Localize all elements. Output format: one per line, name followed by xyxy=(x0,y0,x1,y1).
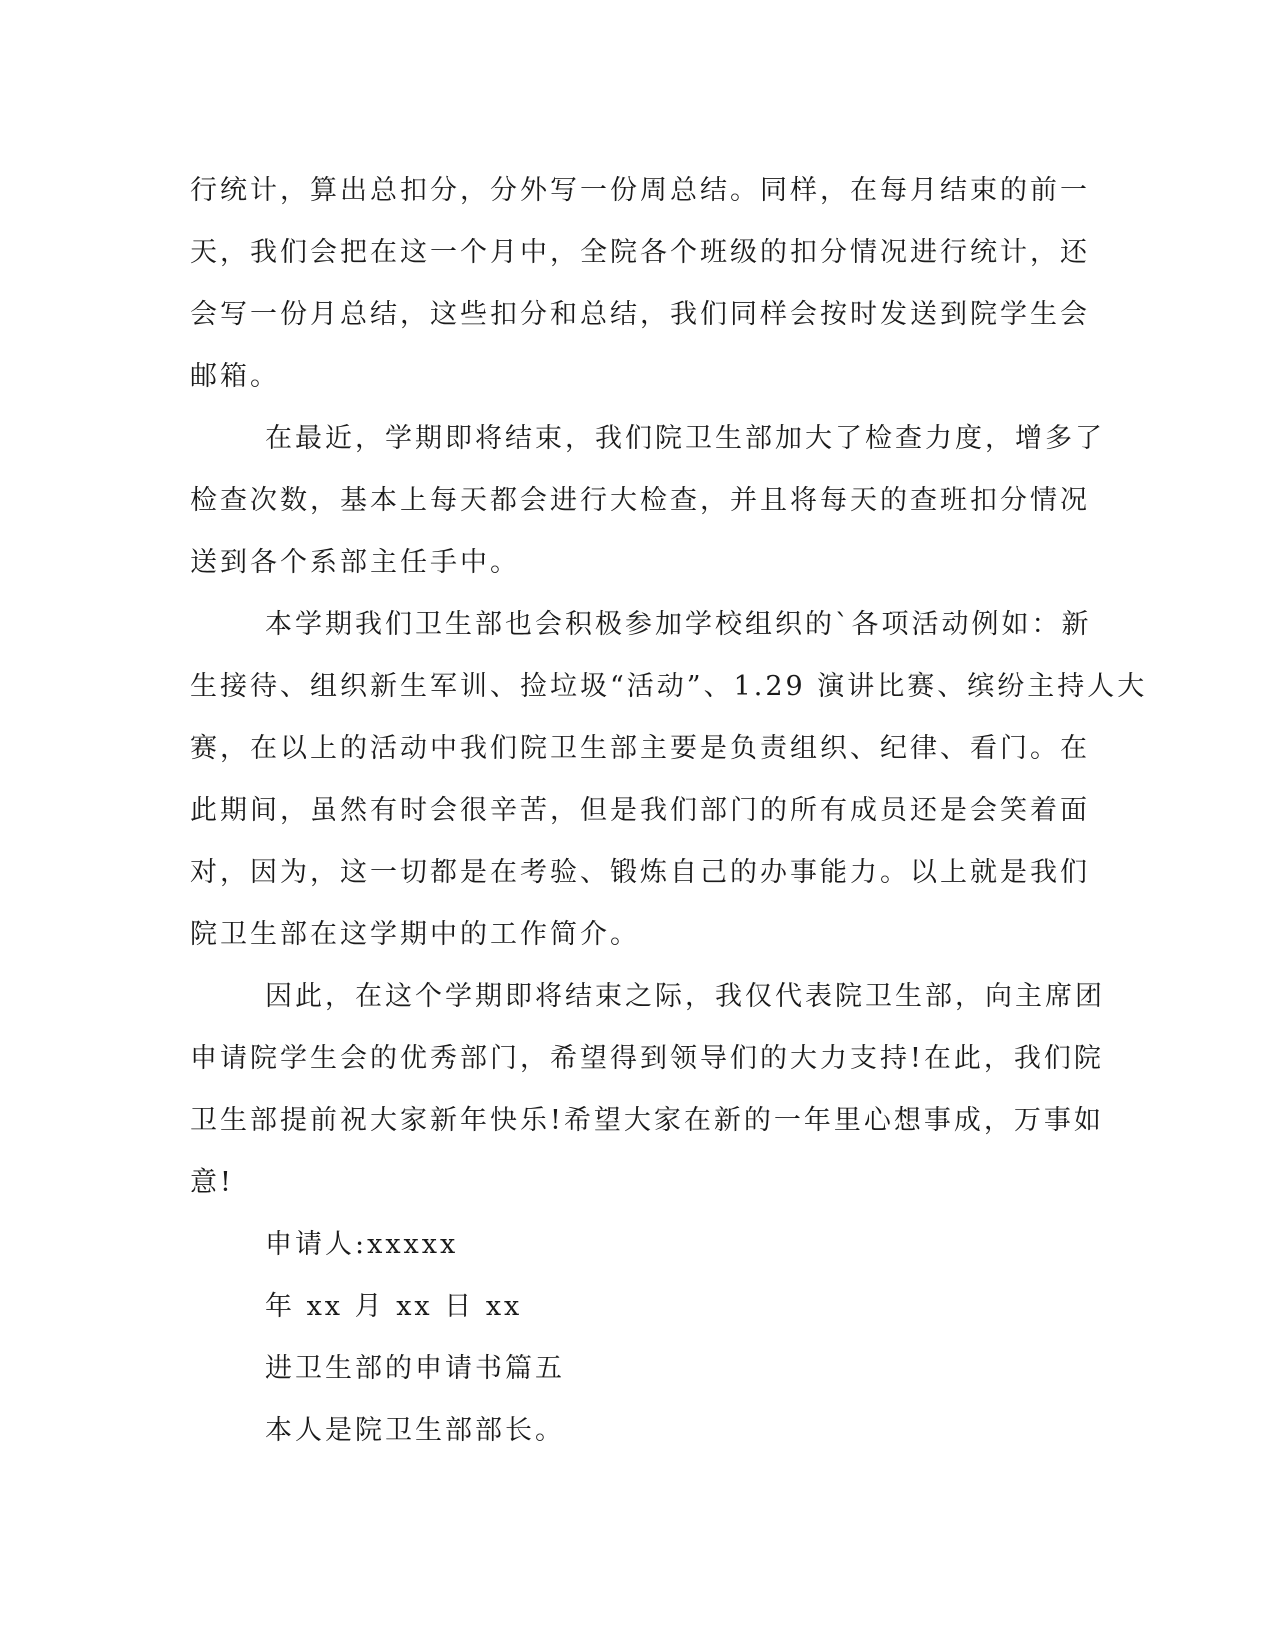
text-line: 检查次数，基本上每天都会进行大检查，并且将每天的查班扣分情况 xyxy=(190,485,1090,516)
text-line: 送到各个系部主任手中。 xyxy=(190,547,520,578)
paragraph-start-line: 本人是院卫生部部长。 xyxy=(265,1415,565,1446)
paragraph-start-line: 本学期我们卫生部也会积极参加学校组织的`各项活动例如：新 xyxy=(265,609,1092,640)
applicant-line: 申请人:xxxxx xyxy=(265,1229,459,1260)
section-title: 进卫生部的申请书篇五 xyxy=(265,1353,565,1384)
text-line: 院卫生部在这学期中的工作简介。 xyxy=(190,919,640,950)
document-body xyxy=(190,160,1148,1462)
text-line: 赛，在以上的活动中我们院卫生部主要是负责组织、纪律、看门。在 xyxy=(190,733,1090,764)
text-line: 会写一份月总结，这些扣分和总结，我们同样会按时发送到院学生会 xyxy=(190,299,1090,330)
text-line: 申请院学生会的优秀部门，希望得到领导们的大力支持!在此，我们院 xyxy=(190,1043,1104,1074)
text-line: 对，因为，这一切都是在考验、锻炼自己的办事能力。以上就是我们 xyxy=(190,857,1090,888)
paragraph-start-line: 因此，在这个学期即将结束之际，我仅代表院卫生部，向主席团 xyxy=(265,981,1105,1012)
text-line: 邮箱。 xyxy=(190,361,280,392)
date-line: 年 xx 月 xx 日 xx xyxy=(265,1291,523,1322)
text-line: 行统计，算出总扣分，分外写一份周总结。同样，在每月结束的前一 xyxy=(190,175,1090,206)
paragraph-start-line: 在最近，学期即将结束，我们院卫生部加大了检查力度，增多了 xyxy=(265,423,1105,454)
text-line: 此期间，虽然有时会很辛苦，但是我们部门的所有成员还是会笑着面 xyxy=(190,795,1090,826)
text-line: 意! xyxy=(190,1167,234,1198)
text-line: 天，我们会把在这一个月中，全院各个班级的扣分情况进行统计，还 xyxy=(190,237,1090,268)
text-line: 卫生部提前祝大家新年快乐!希望大家在新的一年里心想事成，万事如 xyxy=(190,1105,1104,1136)
text-line: 生接待、组织新生军训、捡垃圾“活动”、1.29 演讲比赛、缤纷主持人大 xyxy=(190,671,1148,702)
